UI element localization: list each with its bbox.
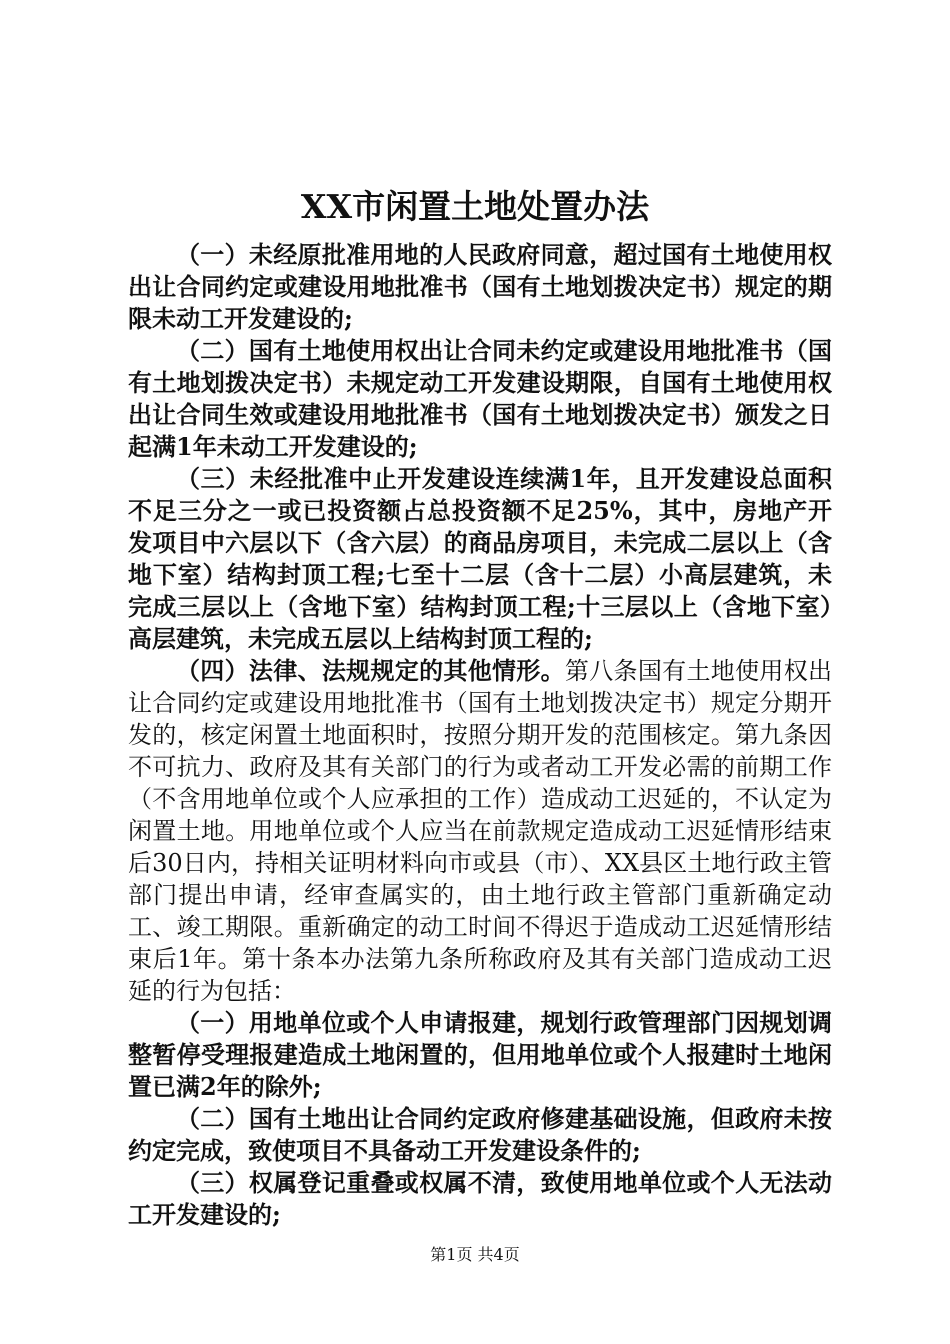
paragraph-4-rest: 第八条国有土地使用权出让合同约定或建设用地批准书（国有土地划拨决定书）规定分期开发的，核定闲置土地面积时，按照分期开发的范围核定。第九条因不可抗力、政府及其有关部门的行为或者动工开发必需的前期工作（不含用地单位或个人应承担的工作）造成动工迟延的，不认定为闲置土地。用地单位或个人应当在前款规定造成动工迟延情形结束后30日内，持相关证明材料向市或县（市）、XX县区土地行政主管部门提出申请，经审查属实的，由土地行政主管部门重新确定动工、竣工期限。重新确定的动工时间不得迟于造成动工迟延情形结束后1年。第十条本办法第九条所称政府及其有关部门造成动工迟延的行为包括： (128, 657, 832, 1005)
paragraph-7: （三）权属登记重叠或权属不清，致使用地单位或个人无法动工开发建设的; (128, 1168, 832, 1229)
document-body (128, 239, 832, 1231)
paragraph-2: （二）国有土地使用权出让合同未约定或建设用地批准书（国有土地划拨决定书）未规定动工开发建设期限，自国有土地使用权出让合同生效或建设用地批准书（国有土地划拨决定书）颁发之日起满1年未动工开发建设的; (128, 336, 832, 461)
page-footer: 第1页 共4页 (430, 1245, 520, 1264)
paragraph-5: （一）用地单位或个人申请报建，规划行政管理部门因规划调整暂停受理报建造成土地闲置的，但用地单位或个人报建时土地闲置已满2年的除外; (128, 1008, 832, 1101)
paragraph-1: （一）未经原批准用地的人民政府同意，超过国有土地使用权出让合同约定或建设用地批准书（国有土地划拨决定书）规定的期限未动工开发建设的; (128, 240, 832, 333)
paragraph-4 (128, 655, 832, 1007)
paragraph-6: （二）国有土地出让合同约定政府修建基础设施，但政府未按约定完成，致使项目不具备动工开发建设条件的; (128, 1104, 832, 1165)
paragraph-4-lead: （四）法律、法规规定的其他情形。 (176, 656, 565, 685)
document-title: XX市闲置土地处置办法 (300, 187, 650, 226)
paragraph-3: （三）未经批准中止开发建设连续满1年，且开发建设总面积不足三分之一或已投资额占总投资额不足25%，其中，房地产开发项目中六层以下（含六层）的商品房项目，未完成二层以上（含地下室）结构封顶工程;七至十二层（含十二层）小高层建筑，未完成三层以上（含地下室）结构封顶工程;十三层以上（含地下室）高层建筑，未完成五层以上结构封顶工程的; (128, 464, 832, 653)
